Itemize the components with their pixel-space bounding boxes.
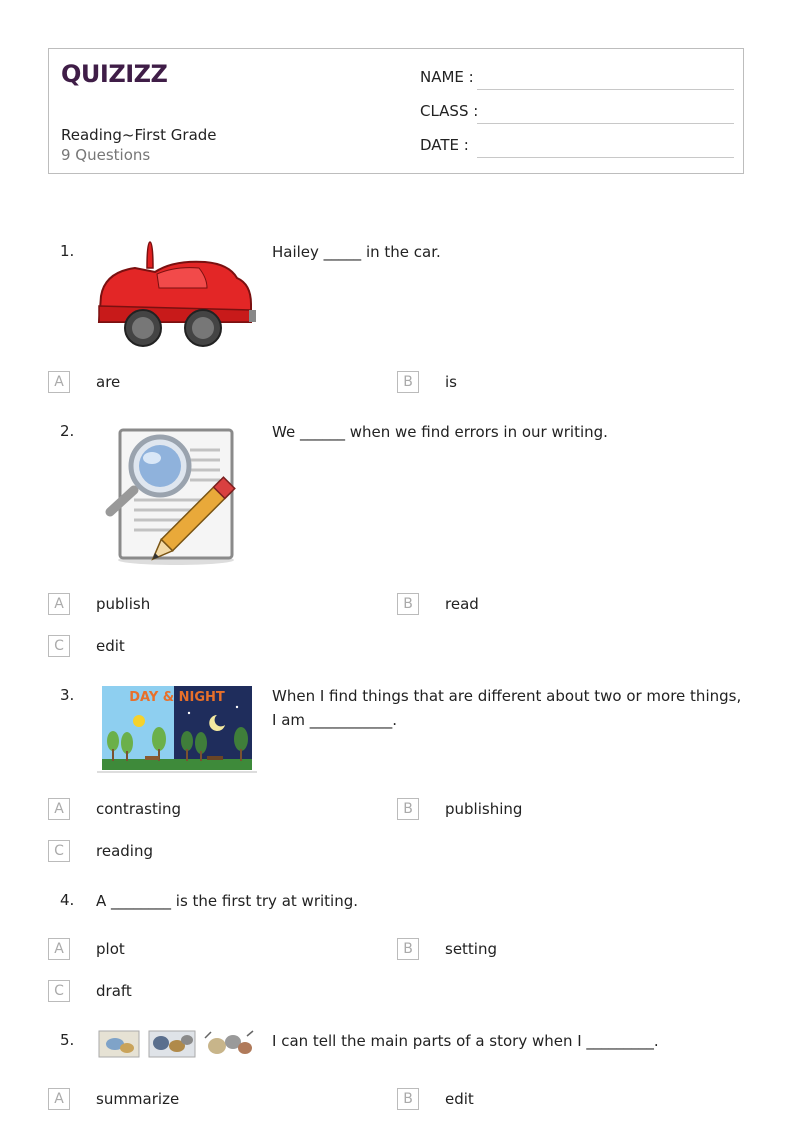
- option-box[interactable]: B: [397, 1088, 419, 1110]
- date-line: [477, 157, 734, 158]
- class-label: CLASS :: [420, 102, 479, 120]
- class-field[interactable]: [420, 102, 734, 124]
- question-3-text: When I find things that are different about two or more things, I am ___________.: [272, 687, 742, 729]
- magnifier-pencil-icon: [104, 426, 246, 566]
- option-text: setting: [445, 940, 498, 958]
- option-text: contrasting: [96, 800, 182, 818]
- quizizz-logo: QUIZIZZ: [61, 60, 168, 88]
- option-text: edit: [445, 1090, 474, 1108]
- option-box[interactable]: C: [48, 840, 70, 862]
- option-box[interactable]: B: [397, 371, 419, 393]
- question-2-text: We ______ when we find errors in our writing.: [272, 423, 608, 441]
- option-text: reading: [96, 842, 153, 860]
- question-count: 9 Questions: [61, 146, 151, 164]
- option-text: publish: [96, 595, 151, 613]
- worksheet-title: Reading~First Grade: [61, 126, 217, 144]
- question-4-text: A ________ is the first try at writing.: [96, 892, 358, 910]
- option-text: summarize: [96, 1090, 180, 1108]
- question-4-number: 4.: [60, 891, 75, 909]
- question-5-text: I can tell the main parts of a story when I _________.: [272, 1032, 659, 1050]
- option-text: are: [96, 373, 121, 391]
- name-field[interactable]: [420, 68, 734, 90]
- story-sequence-image: [97, 1028, 257, 1060]
- option-box[interactable]: A: [48, 938, 70, 960]
- option-text: is: [445, 373, 457, 391]
- option-box[interactable]: A: [48, 798, 70, 820]
- question-1-number: 1.: [60, 242, 75, 260]
- name-label: NAME :: [420, 68, 474, 86]
- day-night-image: [97, 683, 257, 775]
- question-2-number: 2.: [60, 422, 75, 440]
- class-line: [477, 123, 734, 124]
- question-3-number: 3.: [60, 686, 75, 704]
- option-text: read: [445, 595, 479, 613]
- name-line: [477, 89, 734, 90]
- option-box[interactable]: A: [48, 1088, 70, 1110]
- question-5-number: 5.: [60, 1031, 75, 1049]
- option-box[interactable]: B: [397, 938, 419, 960]
- option-text: edit: [96, 637, 125, 655]
- option-box[interactable]: C: [48, 980, 70, 1002]
- car-icon: [95, 238, 257, 348]
- worksheet-header: [48, 48, 744, 174]
- option-box[interactable]: B: [397, 798, 419, 820]
- option-box[interactable]: C: [48, 635, 70, 657]
- option-text: publishing: [445, 800, 523, 818]
- day-night-caption: DAY & NIGHT: [129, 690, 225, 705]
- date-label: DATE :: [420, 136, 469, 154]
- option-box[interactable]: A: [48, 371, 70, 393]
- date-field[interactable]: [420, 136, 734, 158]
- option-box[interactable]: B: [397, 593, 419, 615]
- option-text: plot: [96, 940, 125, 958]
- option-text: draft: [96, 982, 132, 1000]
- option-box[interactable]: A: [48, 593, 70, 615]
- question-1-text: Hailey _____ in the car.: [272, 243, 441, 261]
